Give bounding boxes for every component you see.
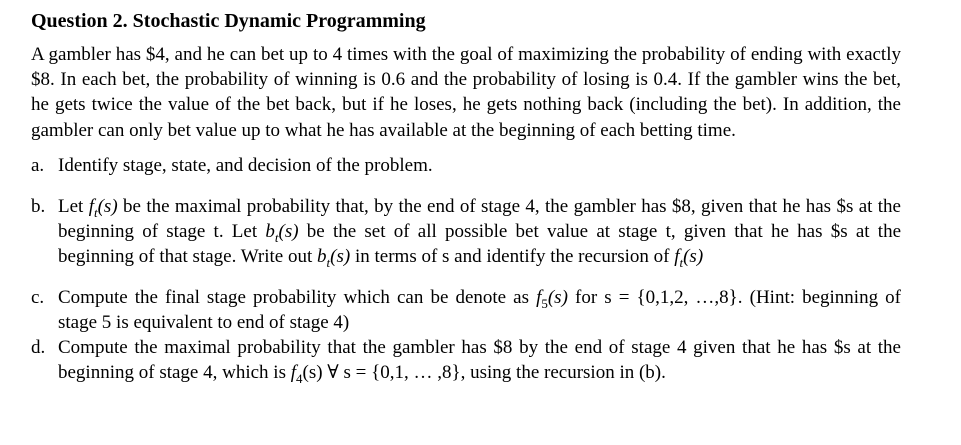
part-a-letter: a.: [31, 154, 45, 176]
part-b-math-bt-2-fn: b: [317, 245, 327, 267]
part-b-text-4: in terms of s and identify the recursion of: [350, 245, 675, 267]
part-b-math-ft-arg: (s): [97, 195, 118, 217]
part-b-math-bt: [265, 220, 299, 245]
part-d-math-f4: [290, 361, 461, 386]
part-b-math-ft-2-sub: t: [679, 254, 684, 270]
part-c-text-1: Compute the final stage probability which can be denote as: [58, 286, 537, 308]
part-c-math-f5: [536, 286, 568, 311]
part-b-math-bt-sub: t: [274, 229, 279, 245]
question-parts-list: [31, 153, 901, 385]
part-c-text-2: for s = {0,1,2, …,8}. (Hint: beginning of stage 5 is equivalent to end of stage 4): [58, 286, 901, 333]
part-a-text: Identify stage, state, and decision of the problem.: [58, 154, 433, 176]
part-b-text-2: be the maximal probability that, by the end of stage 4, the gambler has $8, given that he has $s at the beginning of stage t. Let: [58, 195, 901, 242]
part-b-text-3: be the set of all possible bet value at stage t, given that he has $s at the beginning of that stage. Write out: [58, 220, 901, 267]
part-b-math-ft-fn: f: [88, 195, 94, 217]
part-d-text-1: Compute the maximal probability that the gambler has $8 by the end of stage 4 given that he has $s at the beginning of stage 4, which is: [58, 336, 901, 383]
part-a: [31, 153, 901, 178]
part-b-math-ft-2-fn: f: [674, 245, 680, 267]
part-d-math-f4-arg: (s) ∀ s = {0,1, … ,8}: [302, 361, 461, 383]
part-b-text-1: Let: [58, 195, 89, 217]
part-b-math-ft-2-arg: (s): [683, 245, 704, 267]
question-intro: A gambler has $4, and he can bet up to 4 times with the goal of maximizing the probability of ending with exactly $8. In each bet, the probability of winning is 0.6 and the probability of losing is 0.4. If the gambler wins the bet, he gets twice the value of the bet back, but if he loses, he gets nothing back (including the bet). In addition, the gambler can only bet value up to what he has available at the beginning of each betting time.: [31, 44, 901, 141]
part-c-math-f5-arg: (s): [547, 286, 568, 308]
part-c-math-f5-sub: 5: [541, 295, 548, 311]
part-d-letter: d.: [31, 336, 46, 358]
part-b-math-bt-2-sub: t: [326, 254, 331, 270]
part-c: [31, 285, 901, 335]
part-c-math-f5-fn: f: [536, 286, 542, 308]
part-d-math-f4-sub: 4: [296, 370, 303, 386]
part-b-math-ft-2: [674, 245, 704, 270]
part-b-math-bt-fn: b: [265, 220, 275, 242]
part-d-math-f4-fn: f: [290, 361, 296, 383]
part-b: [31, 194, 901, 269]
part-b-math-ft: [88, 195, 118, 220]
part-d-text-2: , using the recursion in (b).: [460, 361, 666, 383]
part-b-math-bt-2: [317, 245, 351, 270]
part-b-letter: b.: [31, 195, 46, 217]
part-b-math-ft-sub: t: [93, 204, 98, 220]
question-title: Question 2. Stochastic Dynamic Programming: [31, 10, 426, 32]
part-b-math-bt-arg: (s): [278, 220, 299, 242]
part-b-math-bt-2-arg: (s): [330, 245, 351, 267]
part-c-letter: c.: [31, 286, 45, 308]
part-d: [31, 335, 901, 385]
